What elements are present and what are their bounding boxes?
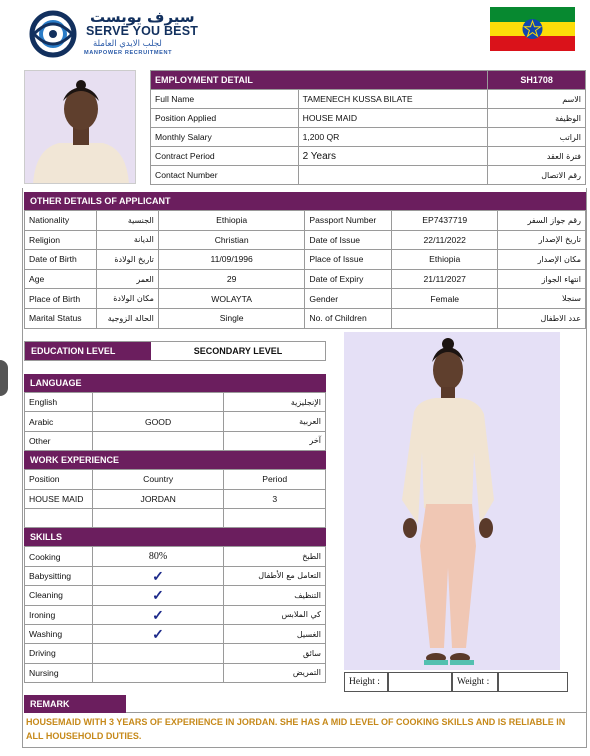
full-name-arabic-label: الاسم (488, 90, 586, 109)
date-of-expiry-arabic-label: انتهاء الجواز (498, 269, 586, 289)
cooking-label: Cooking (25, 547, 93, 566)
table-row (25, 308, 586, 328)
language-table (24, 392, 326, 451)
english-label: English (25, 393, 93, 412)
weight-value (498, 672, 568, 692)
babysitting-cell (92, 566, 223, 585)
contact-number-value (298, 166, 488, 185)
passport-number-value: EP7437719 (392, 211, 498, 231)
ethiopia-flag-icon (490, 7, 575, 51)
arabic-label: Arabic (25, 412, 93, 431)
cooking-value: 80% (92, 547, 223, 566)
ironing-cell (92, 605, 223, 624)
weight-label: Weight : (452, 672, 498, 692)
date-of-expiry-value: 21/11/2027 (392, 269, 498, 289)
education-level-label: EDUCATION LEVEL (25, 342, 151, 360)
date-of-issue-label: Date of Issue (305, 230, 392, 250)
work-position (25, 508, 93, 527)
employment-detail-header: EMPLOYMENT DETAIL (151, 71, 488, 90)
table-row (25, 230, 586, 250)
brand-tagline: MANPOWER RECRUITMENT (84, 50, 173, 56)
nationality-value: Ethiopia (158, 211, 305, 231)
passport-number-label: Passport Number (305, 211, 392, 231)
date-of-birth-arabic-label: تاريخ الولادة (96, 250, 158, 270)
cleaning-arabic-label: التنظيف (224, 586, 326, 605)
checkmark-icon: ✓ (152, 567, 164, 584)
place-of-issue-label: Place of Issue (305, 250, 392, 270)
brand-arabic-name: سيرف يوبست (90, 8, 195, 26)
ironing-arabic-label: كي الملابس (224, 605, 326, 624)
religion-label: Religion (25, 230, 97, 250)
arabic-level: GOOD (92, 412, 223, 431)
table-header-row (25, 470, 326, 489)
driving-value (92, 644, 223, 663)
cooking-arabic-label: الطبخ (224, 547, 326, 566)
children-count-arabic-label: عدد الاطفال (498, 308, 586, 328)
education-level-row (24, 341, 326, 361)
date-of-birth-label: Date of Birth (25, 250, 97, 270)
table-row (25, 547, 326, 566)
english-level (92, 393, 223, 412)
full-name-value: TAMENECH KUSSA BILATE (298, 90, 488, 109)
remark-divider (126, 712, 586, 713)
applicant-full-body-photo (344, 332, 560, 670)
table-row (25, 412, 326, 431)
height-label: Height : (344, 672, 388, 692)
monthly-salary-arabic-label: الراتب (488, 128, 586, 147)
remark-header: REMARK (24, 695, 126, 713)
work-experience-table (24, 469, 326, 528)
work-period (224, 508, 326, 527)
place-of-birth-value: WOLAYTA (158, 289, 305, 309)
contact-number-label: Contact Number (151, 166, 299, 185)
washing-cell (92, 624, 223, 643)
babysitting-label: Babysitting (25, 566, 93, 585)
other-details-table (24, 210, 586, 329)
other-details-header: OTHER DETAILS OF APPLICANT (24, 192, 586, 210)
nationality-arabic-label: الجنسية (96, 211, 158, 231)
skills-header: SKILLS (24, 528, 326, 546)
page-frame-right (586, 188, 587, 748)
brand-english-name: SERVE YOU BEST (86, 24, 199, 38)
washing-label: Washing (25, 624, 93, 643)
table-row (25, 431, 326, 450)
table-row (25, 393, 326, 412)
contract-period-arabic-label: فترة العقد (488, 147, 586, 166)
table-row (25, 250, 586, 270)
ironing-label: Ironing (25, 605, 93, 624)
monthly-salary-value: 1,200 QR (298, 128, 488, 147)
table-row (25, 663, 326, 682)
checkmark-icon: ✓ (152, 606, 164, 623)
checkmark-icon: ✓ (152, 587, 164, 604)
work-period: 3 (224, 489, 326, 508)
table-row (25, 289, 586, 309)
age-arabic-label: العمر (96, 269, 158, 289)
height-value (388, 672, 452, 692)
checkmark-icon: ✓ (152, 626, 164, 643)
english-arabic-label: الإنجليزية (224, 393, 326, 412)
place-of-issue-arabic-label: مكان الإصدار (498, 250, 586, 270)
nursing-label: Nursing (25, 663, 93, 682)
cleaning-label: Cleaning (25, 586, 93, 605)
nursing-value (92, 663, 223, 682)
arabic-arabic-label: العربية (224, 412, 326, 431)
passport-number-arabic-label: رقم جواز السفر (498, 211, 586, 231)
period-column-header: Period (224, 470, 326, 489)
contract-period-value: 2 Years (298, 147, 488, 166)
height-weight-row (344, 672, 568, 692)
age-value: 29 (158, 269, 305, 289)
place-of-birth-arabic-label: مكان الولادة (96, 289, 158, 309)
other-language-label: Other (25, 431, 93, 450)
position-column-header: Position (25, 470, 93, 489)
monthly-salary-label: Monthly Salary (151, 128, 299, 147)
other-language-level (92, 431, 223, 450)
religion-value: Christian (158, 230, 305, 250)
date-of-expiry-label: Date of Expiry (305, 269, 392, 289)
religion-arabic-label: الديانة (96, 230, 158, 250)
table-row (25, 586, 326, 605)
language-header: LANGUAGE (24, 374, 326, 392)
place-of-issue-value: Ethiopia (392, 250, 498, 270)
marital-status-value: Single (158, 308, 305, 328)
table-row (25, 211, 586, 231)
driving-arabic-label: سائق (224, 644, 326, 663)
position-applied-label: Position Applied (151, 109, 299, 128)
age-label: Age (25, 269, 97, 289)
children-count-value (392, 308, 498, 328)
table-row (25, 644, 326, 663)
side-scroll-handle[interactable] (0, 360, 8, 396)
marital-status-label: Marital Status (25, 308, 97, 328)
work-position: HOUSE MAID (25, 489, 93, 508)
work-country (92, 508, 223, 527)
other-details-section (24, 192, 586, 329)
table-row (25, 269, 586, 289)
reference-number: SH1708 (488, 71, 586, 90)
children-count-label: No. of Children (305, 308, 392, 328)
position-applied-arabic-label: الوظيفة (488, 109, 586, 128)
table-row (25, 624, 326, 643)
qualifications-column (24, 374, 326, 683)
full-name-label: Full Name (151, 90, 299, 109)
contact-number-arabic-label: رقم الاتصال (488, 166, 586, 185)
education-level-value: SECONDARY LEVEL (193, 346, 283, 356)
brand-logo-icon (26, 10, 80, 58)
nationality-label: Nationality (25, 211, 97, 231)
employment-detail-table (150, 70, 586, 185)
skills-table (24, 546, 326, 683)
contract-period-label: Contract Period (151, 147, 299, 166)
place-of-birth-label: Place of Birth (25, 289, 97, 309)
babysitting-arabic-label: التعامل مع الأطفال (224, 566, 326, 585)
gender-value: Female (392, 289, 498, 309)
driving-label: Driving (25, 644, 93, 663)
date-of-birth-value: 11/09/1996 (158, 250, 305, 270)
gender-label: Gender (305, 289, 392, 309)
applicant-portrait-photo (24, 70, 136, 184)
page-frame-left (22, 188, 23, 748)
gender-arabic-label: سنجلا (498, 289, 586, 309)
date-of-issue-arabic-label: تاريخ الإصدار (498, 230, 586, 250)
marital-status-arabic-label: الحالة الزوجية (96, 308, 158, 328)
date-of-issue-value: 22/11/2022 (392, 230, 498, 250)
table-row (25, 566, 326, 585)
remark-text: HOUSEMAID WITH 3 YEARS OF EXPERIENCE IN JORDAN. SHE HAS A MID LEVEL OF COOKING SKILLS AND IS RELIABLE IN ALL HOUSEHOLD DUTIES. (26, 717, 566, 741)
nursing-arabic-label: التمريض (224, 663, 326, 682)
page-frame-bottom (22, 747, 587, 748)
cleaning-cell (92, 586, 223, 605)
washing-arabic-label: الغسيل (224, 624, 326, 643)
table-row (25, 605, 326, 624)
position-applied-value: HOUSE MAID (298, 109, 488, 128)
work-country: JORDAN (92, 489, 223, 508)
work-experience-header: WORK EXPERIENCE (24, 451, 326, 469)
other-language-arabic-label: آخر (224, 431, 326, 450)
brand-arabic-sub: لجلب الايدي العاملة (93, 39, 162, 49)
country-column-header: Country (92, 470, 223, 489)
table-row (25, 489, 326, 508)
table-row (25, 508, 326, 527)
